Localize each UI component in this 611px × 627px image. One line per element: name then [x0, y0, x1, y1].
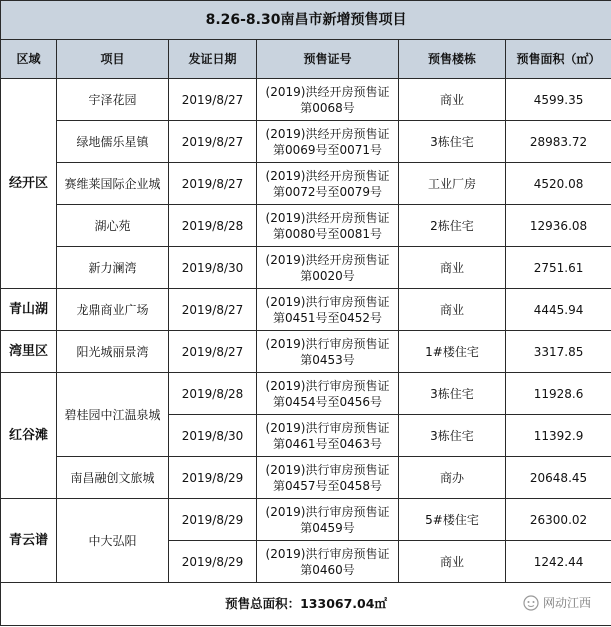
cert-line-1: (2019)洪行审房预售证 — [265, 546, 390, 561]
cert-cell — [257, 457, 399, 499]
header-project: 项目 — [57, 40, 169, 79]
area-cell: 26300.02 — [506, 499, 611, 541]
cert-line-2: 第0069号至0071号 — [272, 142, 383, 157]
table-row — [1, 163, 611, 205]
cert-line-2: 第0080号至0081号 — [272, 226, 383, 241]
project-cell: 赛维莱国际企业城 — [57, 163, 169, 205]
table-row — [1, 121, 611, 163]
project-cell: 阳光城丽景湾 — [57, 331, 169, 373]
cert-line-2: 第0451号至0452号 — [272, 310, 383, 325]
building-cell: 5#楼住宅 — [399, 499, 506, 541]
table-row — [1, 289, 611, 331]
date-cell: 2019/8/28 — [169, 373, 257, 415]
table-title: 8.26-8.30南昌市新增预售项目 — [1, 1, 611, 40]
header-date: 发证日期 — [169, 40, 257, 79]
area-cell: 1242.44 — [506, 541, 611, 583]
cert-line-1: (2019)洪行审房预售证 — [265, 294, 390, 309]
watermark-text: 网动江西 — [542, 596, 591, 610]
cert-line-1: (2019)洪经开房预售证 — [265, 168, 390, 183]
project-cell: 绿地儒乐星镇 — [57, 121, 169, 163]
building-cell: 3栋住宅 — [399, 373, 506, 415]
cert-line-2: 第0461号至0463号 — [272, 436, 383, 451]
cert-cell — [257, 289, 399, 331]
cert-cell — [257, 79, 399, 121]
cert-line-2: 第0072号至0079号 — [272, 184, 383, 199]
building-cell: 商业 — [399, 79, 506, 121]
table-row — [1, 247, 611, 289]
date-cell: 2019/8/27 — [169, 79, 257, 121]
cert-line-1: (2019)洪行审房预售证 — [265, 420, 390, 435]
cert-line-2: 第0453号 — [300, 352, 355, 367]
date-cell: 2019/8/30 — [169, 247, 257, 289]
project-cell: 宇泽花园 — [57, 79, 169, 121]
cert-cell — [257, 373, 399, 415]
date-cell: 2019/8/30 — [169, 415, 257, 457]
building-cell: 商办 — [399, 457, 506, 499]
date-cell: 2019/8/27 — [169, 289, 257, 331]
cert-line-2: 第0454号至0456号 — [272, 394, 383, 409]
area-cell: 20648.45 — [506, 457, 611, 499]
watermark — [523, 594, 591, 611]
cert-line-1: (2019)洪经开房预售证 — [265, 210, 390, 225]
date-cell: 2019/8/27 — [169, 331, 257, 373]
project-cell: 南昌融创文旅城 — [57, 457, 169, 499]
building-cell: 工业厂房 — [399, 163, 506, 205]
cert-cell — [257, 331, 399, 373]
header-building: 预售楼栋 — [399, 40, 506, 79]
table-row — [1, 331, 611, 373]
area-cell: 11928.6 — [506, 373, 611, 415]
cert-line-2: 第0460号 — [300, 562, 355, 577]
building-cell: 商业 — [399, 247, 506, 289]
area-cell: 28983.72 — [506, 121, 611, 163]
project-cell: 龙鼎商业广场 — [57, 289, 169, 331]
header-region: 区域 — [1, 40, 57, 79]
cert-line-2: 第0020号 — [300, 268, 355, 283]
cert-line-1: (2019)洪经开房预售证 — [265, 84, 390, 99]
building-cell: 2栋住宅 — [399, 205, 506, 247]
date-cell: 2019/8/29 — [169, 499, 257, 541]
table-row — [1, 457, 611, 499]
date-cell: 2019/8/29 — [169, 541, 257, 583]
date-cell: 2019/8/27 — [169, 121, 257, 163]
area-cell: 3317.85 — [506, 331, 611, 373]
table-row — [1, 499, 611, 541]
building-cell: 3栋住宅 — [399, 121, 506, 163]
total-area: 预售总面积：133067.04㎡ — [1, 583, 611, 626]
cert-line-2: 第0457号至0458号 — [272, 478, 383, 493]
cert-line-1: (2019)洪行审房预售证 — [265, 336, 390, 351]
project-cell: 碧桂园中江温泉城 — [57, 373, 169, 457]
project-cell: 中大弘阳 — [57, 499, 169, 583]
area-cell: 2751.61 — [506, 247, 611, 289]
cert-line-2: 第0459号 — [300, 520, 355, 535]
building-cell: 3栋住宅 — [399, 415, 506, 457]
cert-cell — [257, 541, 399, 583]
wechat-icon — [523, 595, 539, 611]
region-cell: 湾里区 — [1, 331, 57, 373]
building-cell: 商业 — [399, 541, 506, 583]
project-cell: 新力澜湾 — [57, 247, 169, 289]
table-row — [1, 205, 611, 247]
building-cell: 1#楼住宅 — [399, 331, 506, 373]
region-cell: 青云谱 — [1, 499, 57, 583]
date-cell: 2019/8/29 — [169, 457, 257, 499]
area-cell: 11392.9 — [506, 415, 611, 457]
cert-cell — [257, 205, 399, 247]
date-cell: 2019/8/28 — [169, 205, 257, 247]
table-row — [1, 373, 611, 415]
cert-cell — [257, 499, 399, 541]
cert-cell — [257, 415, 399, 457]
header-cert: 预售证号 — [257, 40, 399, 79]
area-cell: 4445.94 — [506, 289, 611, 331]
area-cell: 4520.08 — [506, 163, 611, 205]
area-cell: 12936.08 — [506, 205, 611, 247]
project-cell: 湖心苑 — [57, 205, 169, 247]
cert-line-1: (2019)洪行审房预售证 — [265, 462, 390, 477]
header-area: 预售面积（㎡） — [506, 40, 611, 79]
cert-cell — [257, 247, 399, 289]
cert-line-1: (2019)洪经开房预售证 — [265, 126, 390, 141]
cert-cell — [257, 163, 399, 205]
cert-line-2: 第0068号 — [300, 100, 355, 115]
cert-line-1: (2019)洪行审房预售证 — [265, 504, 390, 519]
date-cell: 2019/8/27 — [169, 163, 257, 205]
cert-cell — [257, 121, 399, 163]
cert-line-1: (2019)洪经开房预售证 — [265, 252, 390, 267]
region-cell: 青山湖 — [1, 289, 57, 331]
region-cell: 经开区 — [1, 79, 57, 289]
region-cell: 红谷滩 — [1, 373, 57, 499]
table-row — [1, 79, 611, 121]
cert-line-1: (2019)洪行审房预售证 — [265, 378, 390, 393]
area-cell: 4599.35 — [506, 79, 611, 121]
building-cell: 商业 — [399, 289, 506, 331]
